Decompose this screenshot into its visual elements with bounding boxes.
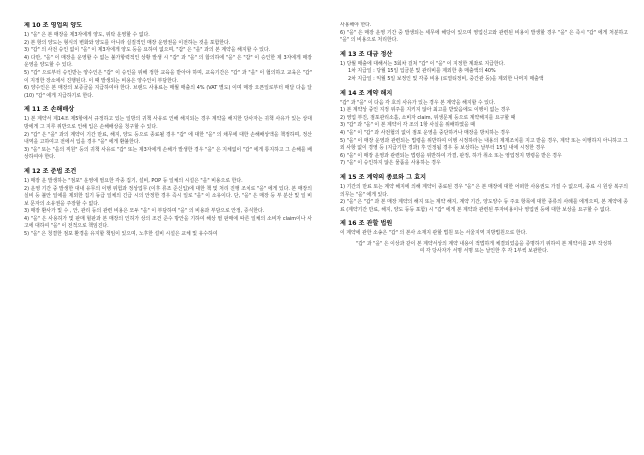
s16-para-1: 이 계약에 관한 소송은 "갑" 의 본사 소재지 관할 법원 또는 서울지역 지방법원으로 한다.	[340, 230, 527, 237]
s10-para-5: 5) "갑" 으로부터 승인받는 양수인은 "갑" 이 승인을 위해 정한 교육을 받아야 하며, 교육기간은 "갑" 과 "을" 이 협의하고 교육은 "갑" 이 지정한 장소에서 진행된다. 이 때 발생되는 비용은 양수인이 부담한다.	[24, 69, 312, 84]
s14-para-7: 7) "을" 이 승인하지 않은 물품을 사용하는 경우	[340, 160, 441, 167]
s10-para-3: 3) "갑" 의 사전 승인 없이 "을" 이 제3자에게 양도 등을 요하여 없으며, "갑" 은 "을" 과의 본 계약을 해지할 수 있다.	[24, 47, 271, 54]
section-heading-11: 제 11 조 손해배상	[24, 106, 75, 114]
s12-para-2: 2) 운영 기간 중 발생한 대내 유무의 이행 위험과 정상업무 (이후 류조 준신입)에 대한 책 및 처리 진행 조치로 "을" 에게 있다. 본 매장의 실비 등 불안 일에를 제외한 집기 동급 일체의 긴급 시의 안정한 경우 즉시 일로 "을" 이 소유이다. 단, "을" 은 매장 등 부 분산 및 일 비보 문자의 소유권을 주장할 수 없다.	[24, 185, 312, 207]
s14-para-1: 1) 본 계약상 중인 지정 위주를 지키지 않아 최고를 받았음에도 이행이 없는 경우	[340, 107, 511, 114]
s13-para-1: 1) 당월 매출에 대해서는 3회차 걸쳐 "갑" 이 "을" 이 지정한 계좌로 지급한다.	[340, 60, 505, 67]
s11-para-2: 2) "갑" 은 "을" 과의 계약이 기간 만료, 해지, 양도 등으로 종료될 경우 "갑" 에 대한 "을" 의 채무에 대한 손해배상액을 책정하며, 정산 내역을 고하여고 전에서 입을 경우 "을" 에게 환불한다.	[24, 131, 312, 146]
s14-para-2: 2) 영업 부진, 점포관리소홀, 소비자 claim, 위생문제 등으로 계약해지를 요구할 때	[340, 114, 516, 121]
s15-para-2: 2) "을" 은 "갑" 과 본 매장 계약의 해지 또는 계약 해지, 계약 기간, 양도양수 등 주요 항목에 대한 종류의 사례를 에게으며, 본 계약에 종료 (계약기간 만료, 해지, 양도 등등 포함) 시 "갑" 에게 본 계약과 관련된 투자비용이나 영업권 등에 대한 보상을 요구할 수 없다.	[340, 199, 628, 213]
s15-para-1: 1) 기간의 만료 또는 계약 해지에 의해 계약이 종료된 경우 "을" 은 본 매장에 대한 어떠한 사용권도 가질 수 없으며, 종료 시 원상 복구의 의무는 "을" 에게 있다.	[340, 183, 628, 198]
s10-para-4: 4) 다만, "을" 이 매장을 운영할 수 없는 불가항력적인 상황 발생 시 "갑" 과 "을" 의 합의하에 "을" 은 "갑" 이 승인한 제 3자에게 매장 운영을 양도할 수 있다.	[24, 54, 312, 69]
s11-para-1: 1) 본 계약서 제14조 제5항에서 규정하고 있는 일방의 귀책 사유로 인해 해지되는 경우 계약을 해지한 당사자는 귀책 사유가 있는 상대방에게 그 지루 위반으로 인해 입은 손해배상을 청구할 수 있다.	[24, 116, 312, 130]
section-heading-12: 제 12 조 준법 조건	[24, 167, 77, 175]
s12-para-4: 4) "을" 은 사용허가 및 판매 헐판과 본 매장의 인허가 상의 조건 준수 방안을 기하여 해상 필 판매에 따른 일체의 소비자 claim이나 사고에 대하여 "을" 이 전적으로 책임진다.	[24, 215, 312, 230]
s12-para-1: 1) 매장 운 발생하는 "점포" 운영에 필요한 각종 집기, 설비, POP 등 일체의 시설은 "을" 비용으로 한다.	[24, 177, 243, 184]
s12-cont-para-1: 사용해야 한다.	[340, 22, 372, 28]
s14-para-4: 4) "을" 이 "갑" 과 사전협의 없이 점포 운영을 중단하거나 매장을 방치하는 경우	[340, 129, 510, 136]
s13-para-2: 1차 지급일 : 당월 15일 입금분 및 관리비를 제외한 총 매출액의 40%	[348, 68, 496, 75]
s11-para-3: 3) "을" 또는 "을의 직원" 등의 귀책 사유로 "갑" 또는 제3자에게 손해가 발생한 경우 "을" 은 지체없이 "갑" 에게 통지하고 그 손해를 배상하여야 한다.	[24, 146, 312, 161]
s13-para-3: 2차 지급일 : 익월 5일 보정인 및 각종 비용 (로열티정비, 중간관 등)을 제외한 나머지 매출액	[348, 75, 544, 82]
left-column	[24, 22, 312, 452]
section-heading-14: 제 14 조 계약 해지	[340, 89, 393, 97]
s10-para-1: 1) "을" 은 본 매장을 제3자에게 양도, 위탁 운영할 수 없다.	[24, 32, 150, 38]
section-heading-10: 제 10 조 영업의 양도	[24, 22, 83, 29]
section-heading-13: 제 13 조 대금 정산	[340, 50, 393, 58]
s12-para-3: 3) 매장 환사가 및 수 , 안, 관리 등의 관련 비용은 모두 "을" 이 부담하며 "을" 의 비용과 부담으로 안정, 증식한다.	[24, 208, 265, 215]
s12-cont-para-2: 6) "을" 은 매장 운영 기간 중 발생되는 세무에 해당이 있으며 영업신고와 관련된 비용이 발생할 경우 "을" 은 즉시 "갑" 에게 처분하고 "을" 의 비용으로 처리한다.	[340, 29, 628, 44]
s12-para-5: 5) "을" 은 청결한 점포 환경을 유지할 책임이 있으며, 노후한 설비 시설은 교체 및 유수하여	[24, 231, 218, 238]
s10-para-2: 2) 본 항의 양도는 형식의 변화와 양도를 아니라 실질적인 매장 운영권을 이전하는 것을 포함한다.	[24, 39, 231, 46]
s14-para-0: "갑" 과 "을" 이 다음 각 호의 사유가 있는 경우 본 계약을 해지할 수 있다.	[340, 99, 496, 106]
s10-para-6: 6) 양수인은 본 매장의 보증금을 지급하여야 한다. 브랜드 사용료는 매월 매출의 4% (VAT 별도) 이며 매장 오픈일로부터 매달 다음 달(10) "갑" 에게 지급하기로 한다.	[24, 85, 312, 99]
section-heading-16: 제 16 조 관할 법원	[340, 220, 393, 228]
section-heading-15: 제 15 조 계약의 종료와 그 효지	[340, 173, 426, 181]
s16-para-2: "갑" 과 "을" 은 이상과 같이 본 계약서상의 계약 내용이 적법하게 체결되었음을 증명하기 위하여 본 계약서를 2부 작성하여 각 당사자가 서명 서명 또는 날인한 후 각 1부씩 보관한다.	[356, 240, 612, 255]
s14-para-5: 5) "을" 이 매장 운영과 관련되는 법령을 위반하여 이행 시정하라는 내용의 제재조치를 지고 받을 경우, 계약 또는 이행하지 아니하고 그 외 사항 없이 경영 등 (지급기한 경과) 후 인정됨 경우 등 보상하는 날부터 15일 내에 시정한 경우	[340, 137, 628, 152]
right-column	[340, 22, 628, 452]
s14-para-6: 6) "을" 이 매장 운영과 관련되는 법령을 위반하여 가결, 판정, 하가 취소 또는 영업정지 명령을 받은 경우	[340, 152, 562, 159]
s14-para-3: 3) "갑" 과 "을" 이 본 계약서 각 조의 1항 사실을 위배하였을 때	[340, 122, 475, 129]
